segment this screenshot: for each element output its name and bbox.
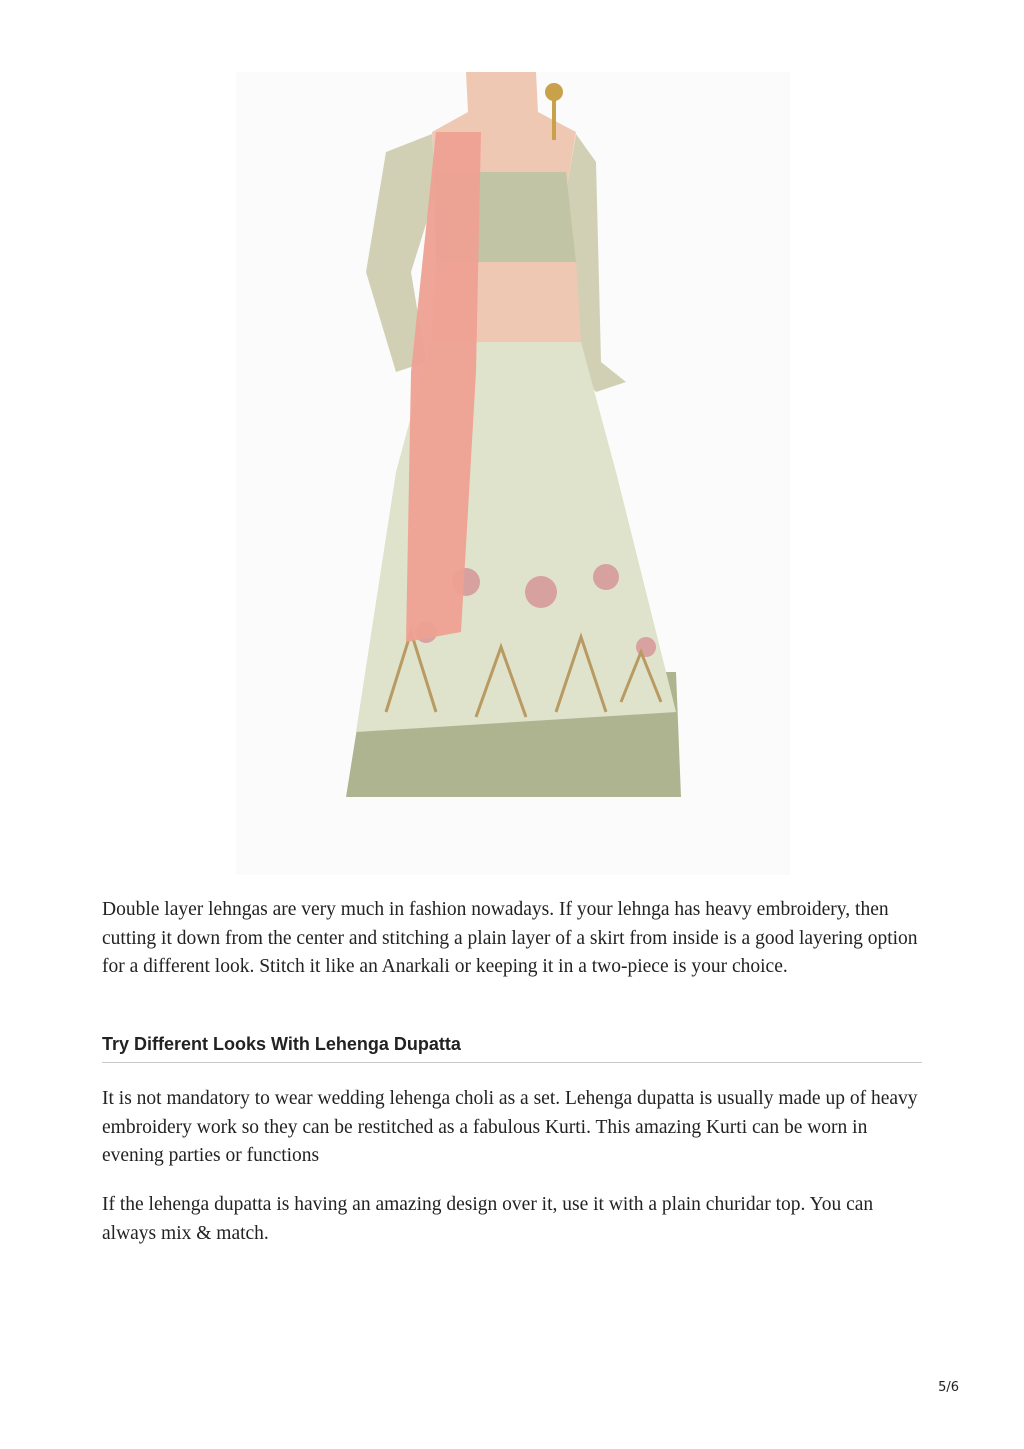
product-photo xyxy=(236,72,790,875)
paragraph-not-mandatory: It is not mandatory to wear wedding lehenga choli as a set. Lehenga dupatta is usually made up of heavy embroidery work so they can be restitched as a fabulous Kurti. This amazing Kurti can be worn in evening parties or functions xyxy=(102,1088,918,1166)
page-number: 5/6 xyxy=(938,1380,959,1395)
paragraph-mix-match: If the lehenga dupatta is having an amazing design over it, use it with a plain churidar top. You can always mix & match. xyxy=(102,1194,874,1244)
section-heading: Try Different Looks With Lehenga Dupatta xyxy=(102,1034,922,1063)
paragraph-double-layer: Double layer lehngas are very much in fashion nowadays. If your lehnga has heavy embroidery, then cutting it down from the center and stitching a plain layer of a skirt from inside is a good layering option for a different look. Stitch it like an Anarkali or keeping it in a two-piece is your choice. xyxy=(102,899,918,977)
